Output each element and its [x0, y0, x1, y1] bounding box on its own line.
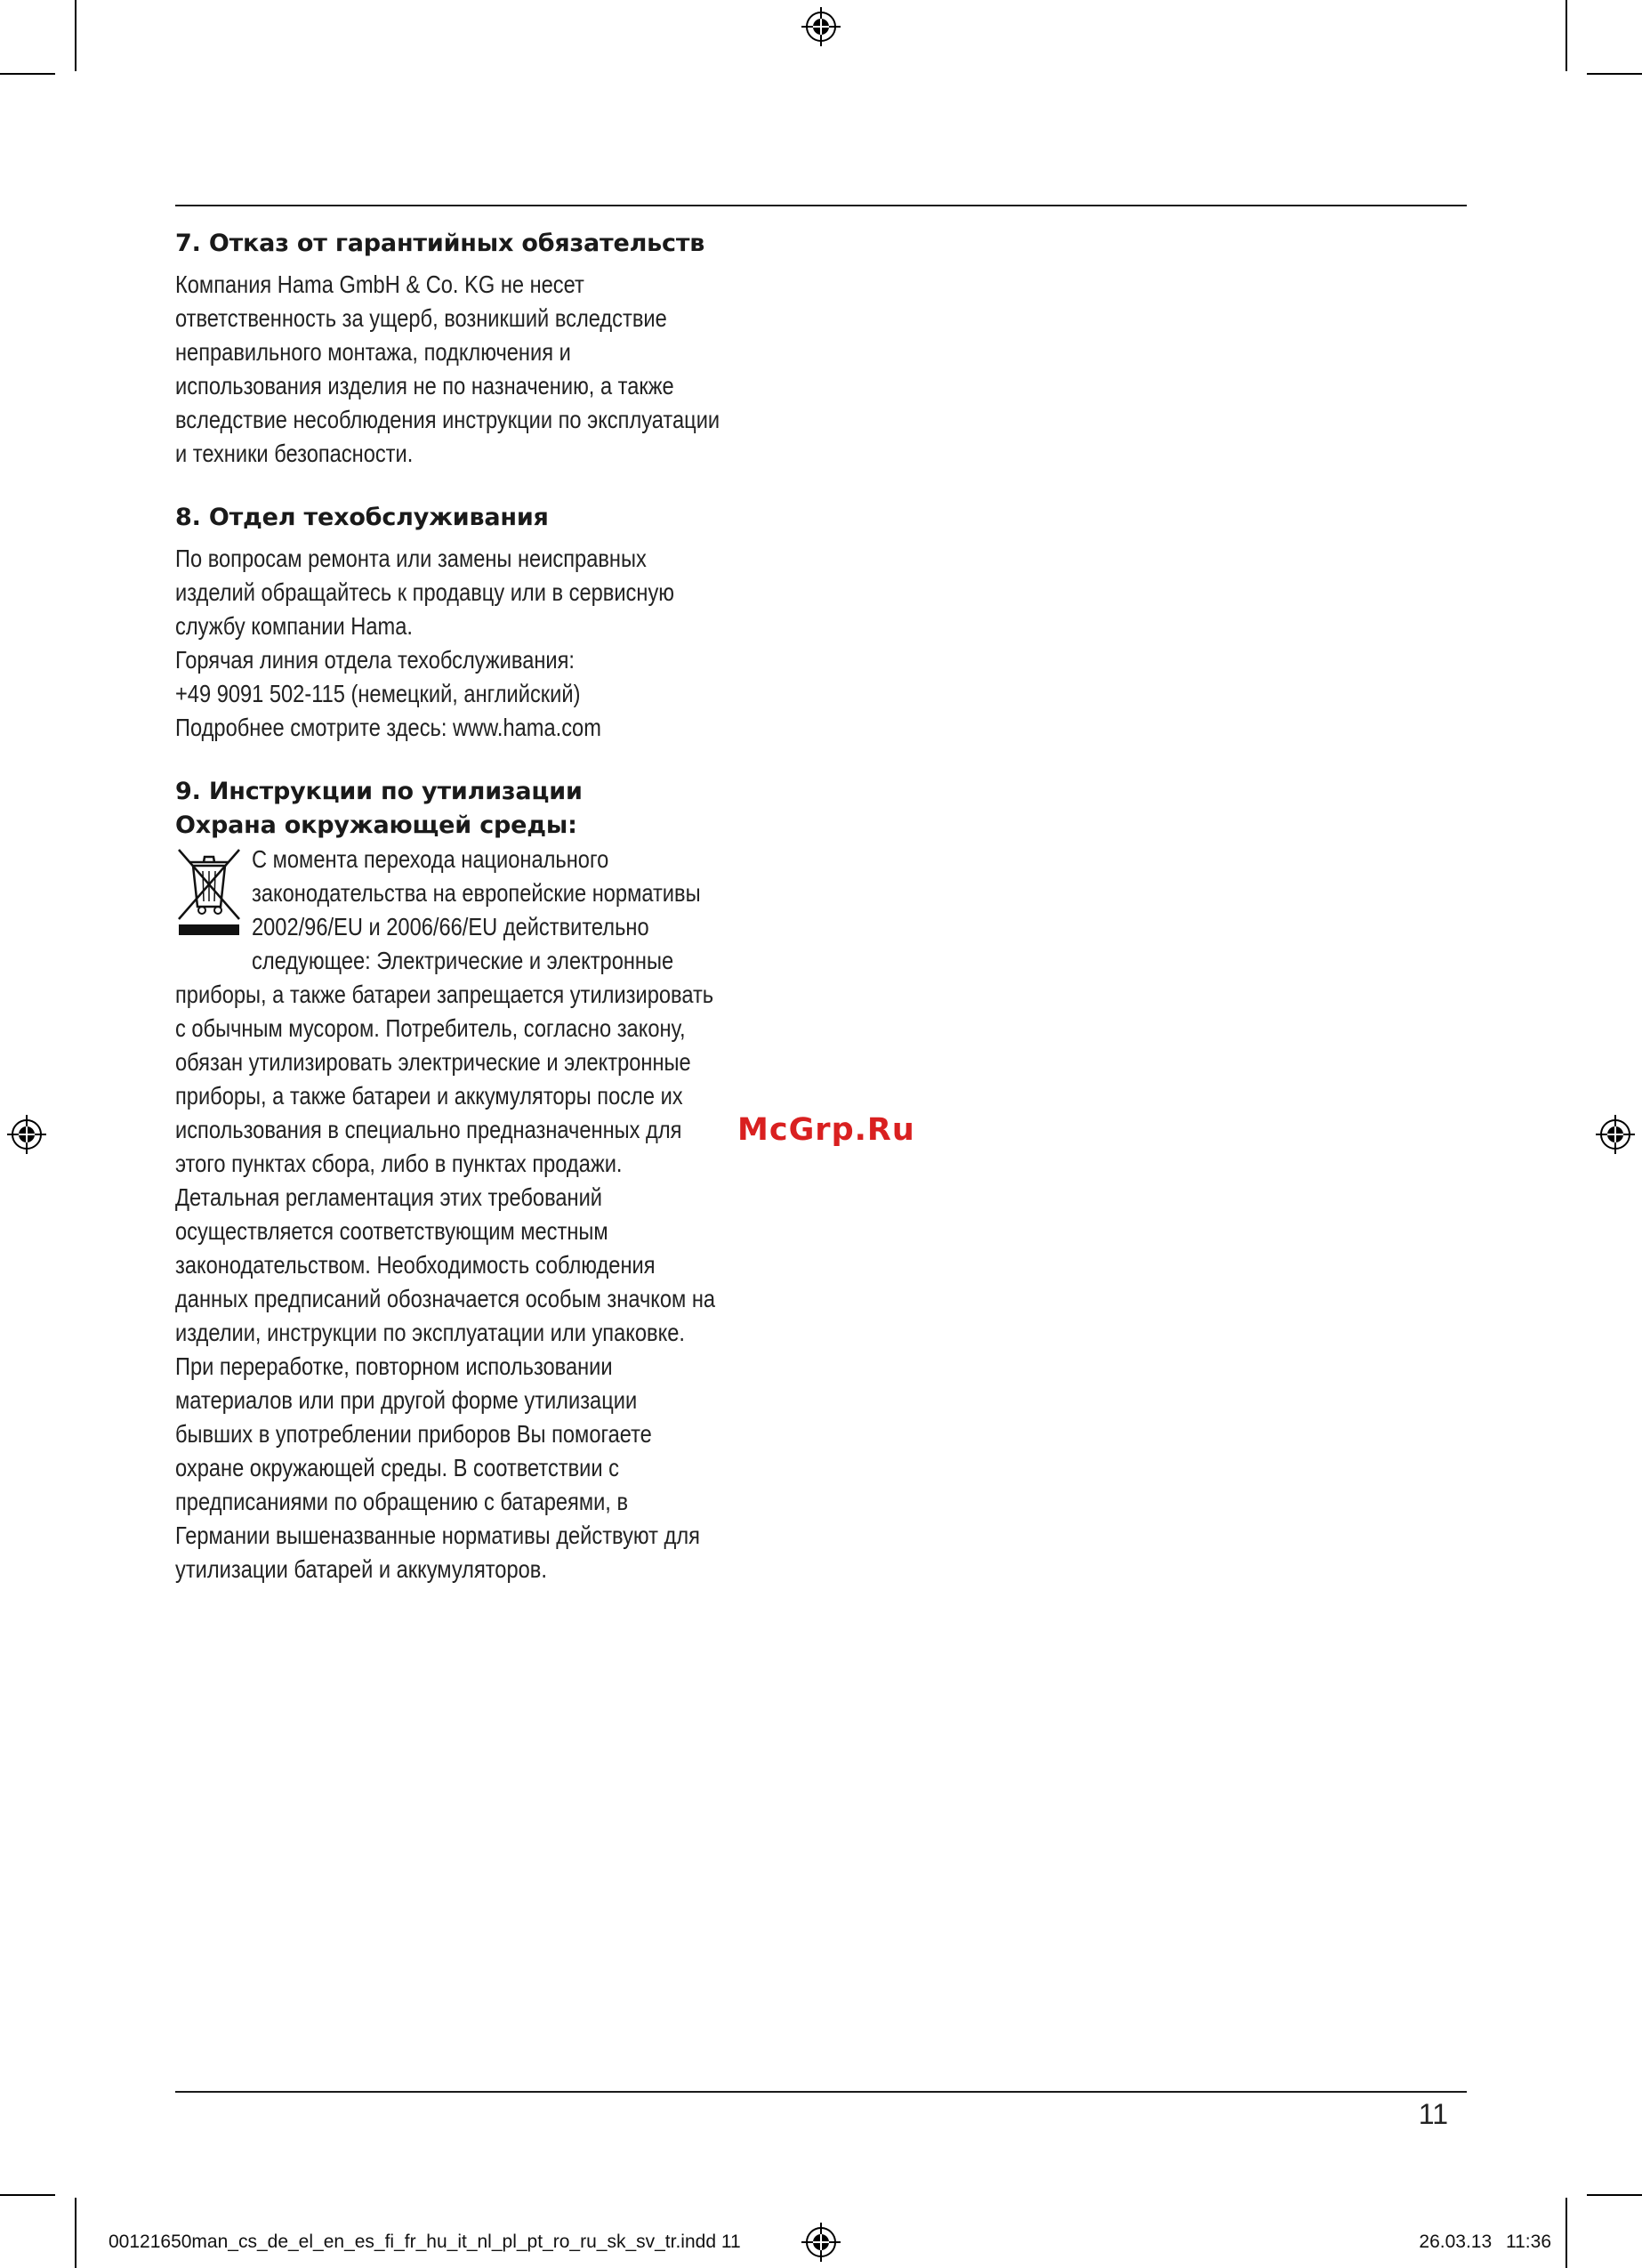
text-line: использования изделия не по назначению, а также: [175, 372, 674, 400]
text-line: изделий обращайтесь к продавцу или в сервисную: [175, 578, 675, 606]
section-subheading: Охрана окружающей среды:: [175, 811, 577, 839]
crop-mark-top-right-h: [1587, 73, 1642, 75]
print-slug-filename: 00121650man_cs_de_el_en_es_fi_fr_hu_it_nl_pl_pt_ro_ru_sk_sv_tr.indd 11: [109, 2232, 741, 2252]
print-slug-date: 26.03.13: [1419, 2232, 1493, 2252]
paragraph: [175, 542, 832, 745]
text-line: с обычным мусором. Потребитель, согласно закону,: [175, 1014, 686, 1042]
text-line: использования в специально предназначенных для: [175, 1116, 682, 1143]
text-line: приборы, а также батареи запрещается утилизировать: [175, 981, 714, 1008]
text-line: охране окружающей среды. В соответствии с: [175, 1454, 620, 1481]
text-line: +49 9091 502-115 (немецкий, английский): [175, 680, 581, 707]
text-line: Горячая линия отдела техобслуживания:: [175, 646, 576, 674]
registration-mark-icon: [801, 2223, 841, 2262]
crop-mark-top-left: [75, 0, 76, 71]
text-line: осуществляется соответствующим местным: [175, 1217, 608, 1245]
paragraph: [175, 843, 832, 1586]
section-heading: 7. Отказ от гарантийных обязательств: [175, 230, 705, 257]
crop-mark-bottom-left: [75, 2198, 76, 2268]
text-line: изделии, инструкции по эксплуатации или упаковке.: [175, 1319, 685, 1346]
section-disposal: [175, 775, 833, 1586]
text-line: Компания Hama GmbH & Co. KG не несет: [175, 270, 584, 298]
text-line: По вопросам ремонта или замены неисправных: [175, 545, 647, 572]
header-rule: [175, 205, 1467, 206]
print-slug-time: 11:36: [1506, 2232, 1551, 2252]
text-line: законодательством. Необходимость соблюдения: [175, 1251, 656, 1279]
text-line: Германии вышеназванные нормативы действуют для: [175, 1521, 700, 1549]
print-slug-datetime: [1419, 2232, 1551, 2253]
text-line: бывших в употреблении приборов Вы помогаете: [175, 1420, 652, 1448]
page-number: 11: [1418, 2098, 1448, 2130]
text-line: службу компании Hama.: [175, 612, 413, 640]
text-line: обязан утилизировать электрические и электронные: [175, 1048, 691, 1076]
text-line: вследствие несоблюдения инструкции по эксплуатации: [175, 406, 720, 433]
registration-mark-icon: [1596, 1115, 1635, 1154]
text-line: материалов или при другой форме утилизации: [175, 1386, 638, 1414]
text-line: и техники безопасности.: [175, 440, 414, 467]
text-line: Детальная регламентация этих требований: [175, 1183, 603, 1211]
text-line: неправильного монтажа, подключения и: [175, 338, 571, 366]
page-content: [175, 227, 833, 1586]
text-line: данных предписаний обозначается особым значком на: [175, 1285, 716, 1312]
crop-mark-top-right: [1566, 0, 1567, 71]
crop-mark-bottom-right: [1566, 2198, 1567, 2268]
section-service: [175, 501, 833, 745]
section-heading: 9. Инструкции по утилизации: [175, 778, 583, 805]
paragraph: [175, 268, 832, 471]
crop-mark-top-left-h: [0, 73, 55, 75]
footer-rule: [175, 2091, 1467, 2093]
text-line: С момента перехода национального: [252, 845, 609, 873]
text-line: При переработке, повторном использовании: [175, 1352, 613, 1380]
text-line: 2002/96/EU и 2006/66/EU действительно: [252, 913, 649, 940]
registration-mark-icon: [7, 1115, 46, 1154]
section-warranty: [175, 227, 833, 471]
text-line: следующее: Электрические и электронные: [252, 947, 674, 974]
watermark-text: McGrp.Ru: [737, 1112, 915, 1148]
text-line: утилизации батарей и аккумуляторов.: [175, 1555, 547, 1583]
text-line: предписаниями по обращению с батареями, в: [175, 1488, 629, 1515]
text-line: Подробнее смотрите здесь: www.hama.com: [175, 714, 601, 741]
text-line: законодательства на европейские нормативы: [252, 879, 701, 907]
section-heading: 8. Отдел техобслуживания: [175, 504, 549, 531]
text-line: ответственность за ущерб, возникший вследствие: [175, 304, 667, 332]
crop-mark-bottom-left-h: [0, 2194, 55, 2196]
text-line: приборы, а также батареи и аккумуляторы после их: [175, 1082, 683, 1110]
text-line: этого пунктах сбора, либо в пунктах продажи.: [175, 1150, 623, 1177]
registration-mark-icon: [801, 7, 841, 46]
disposal-body: [175, 843, 833, 1586]
crop-mark-bottom-right-h: [1587, 2194, 1642, 2196]
